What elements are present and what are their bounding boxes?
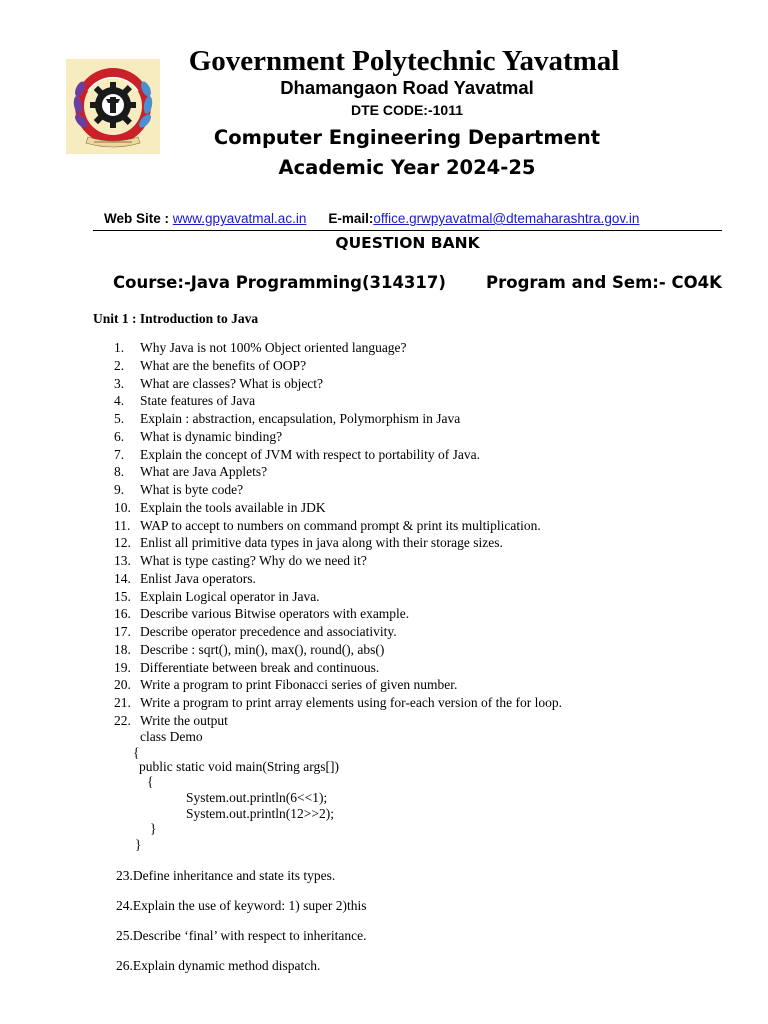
question-text: Write the output (140, 712, 228, 728)
code-line (0, 837, 768, 853)
question-number: 10. (114, 499, 131, 515)
question-text: Why Java is not 100% Object oriented language? (140, 340, 407, 355)
document-title: QUESTION BANK (335, 234, 480, 252)
question-text: Explain the tools available in JDK (140, 499, 326, 515)
question-text: Write a program to print array elements using for-each version of the for loop. (140, 695, 563, 710)
question-item (0, 357, 768, 375)
code-line (0, 790, 768, 806)
program-semester: Program and Sem:- CO4K (486, 273, 722, 292)
question-text: Describe various Bitwise operators with example. (140, 606, 410, 622)
website-label: Web Site : (104, 211, 173, 226)
question-text: Write a program to print Fibonacci series of given number. (140, 677, 458, 693)
question-text: What are Java Applets? (140, 464, 268, 480)
code-line (0, 774, 768, 790)
contact-line (104, 210, 724, 227)
code-line (0, 729, 768, 745)
code-line-text: class Demo (140, 729, 203, 744)
question-number: 13. (114, 553, 131, 568)
question-number: 17. (114, 624, 131, 639)
question-item (0, 392, 768, 410)
question-text: WAP to accept to numbers on command prompt & print its multiplication. (140, 517, 541, 533)
question-number: 18. (114, 641, 131, 657)
question-number: 22. (114, 712, 131, 728)
question-item (0, 517, 768, 535)
institution-address: Dhamangaon Road Yavatmal (280, 77, 534, 98)
email-link[interactable]: office.grwpyavatmal@dtemaharashtra.gov.in (373, 211, 640, 226)
department-name: Computer Engineering Department (213, 126, 601, 149)
question-item (0, 481, 768, 499)
course-name: Course:-Java Programming(314317) (113, 273, 446, 292)
question-item (0, 463, 768, 481)
question-number: 1. (114, 340, 125, 355)
question-item (0, 694, 768, 712)
question-item: 25.Describe ‘final’ with respect to inheritance. (116, 928, 367, 943)
question-text: Differentiate between break and continuous. (140, 659, 380, 675)
question-item (0, 534, 768, 552)
question-item (0, 410, 768, 428)
question-item (0, 676, 768, 694)
question-item (0, 499, 768, 517)
question-text: What is byte code? (140, 482, 244, 497)
code-snippet (0, 729, 768, 852)
question-number: 9. (114, 482, 125, 497)
code-line-text: { (133, 744, 140, 760)
code-line (0, 759, 768, 775)
question-item (0, 375, 768, 393)
code-line (0, 745, 768, 759)
question-item: 24.Explain the use of keyword: 1) super 2)this (116, 898, 367, 913)
question-number: 6. (114, 428, 125, 444)
question-list (0, 339, 768, 730)
question-text: Explain : abstraction, encapsulation, Polymorphism in Java (140, 411, 461, 426)
question-text: Explain the concept of JVM with respect to portability of Java. (140, 446, 481, 462)
question-number: 21. (114, 695, 131, 710)
question-text: Describe operator precedence and associativity. (140, 624, 397, 639)
question-number: 7. (114, 446, 125, 462)
question-item (0, 339, 768, 357)
code-line-text: } (150, 821, 157, 836)
question-number: 12. (114, 535, 131, 551)
institution-name: Government Polytechnic Yavatmal (188, 45, 620, 77)
question-number: 14. (114, 570, 131, 586)
question-item: 23.Define inheritance and state its types. (116, 868, 336, 883)
question-text: What are the benefits of OOP? (140, 357, 307, 373)
question-number: 2. (114, 357, 125, 373)
question-item (0, 446, 768, 464)
college-emblem-icon (66, 59, 160, 154)
question-item (0, 712, 768, 730)
code-line-text: public static void main(String args[]) (139, 758, 339, 774)
question-text: State features of Java (140, 393, 256, 409)
question-number: 3. (114, 375, 125, 391)
question-number: 11. (114, 517, 131, 533)
question-text: What is dynamic binding? (140, 428, 283, 444)
code-line-text: { (147, 774, 154, 789)
question-number: 8. (114, 464, 125, 480)
code-line-text: System.out.println(6<<1); (186, 790, 328, 805)
email-label: E-mail: (328, 211, 374, 226)
website-link[interactable]: www.gpyavatmal.ac.in (172, 211, 307, 226)
question-text: Describe : sqrt(), min(), max(), round(), abs() (140, 641, 385, 657)
question-text: Explain Logical operator in Java. (140, 588, 320, 604)
question-number: 19. (114, 659, 131, 675)
question-number: 4. (114, 393, 125, 409)
question-number: 16. (114, 606, 131, 622)
academic-year: Academic Year 2024-25 (278, 156, 536, 179)
question-item (0, 428, 768, 446)
question-item (0, 605, 768, 623)
question-item (0, 552, 768, 570)
question-number: 5. (114, 411, 125, 426)
question-text: What are classes? What is object? (140, 375, 324, 391)
unit-title: Unit 1 : Introduction to Java (93, 311, 259, 326)
question-item (0, 570, 768, 588)
dte-code: DTE CODE:-1011 (350, 102, 464, 118)
question-item (0, 641, 768, 659)
question-text: Enlist all primitive data types in java along with their storage sizes. (140, 535, 503, 551)
question-number: 15. (114, 588, 131, 604)
code-line-text: } (135, 836, 142, 852)
question-item (0, 623, 768, 641)
code-line-text: System.out.println(12>>2); (186, 805, 334, 821)
question-item (0, 659, 768, 677)
question-item (0, 588, 768, 606)
question-text: What is type casting? Why do we need it? (140, 553, 367, 568)
question-text: Enlist Java operators. (140, 570, 256, 586)
question-number: 20. (114, 677, 131, 693)
code-line (0, 806, 768, 822)
header-divider (93, 230, 722, 231)
question-item: 26.Explain dynamic method dispatch. (116, 958, 321, 973)
code-line (0, 821, 768, 837)
